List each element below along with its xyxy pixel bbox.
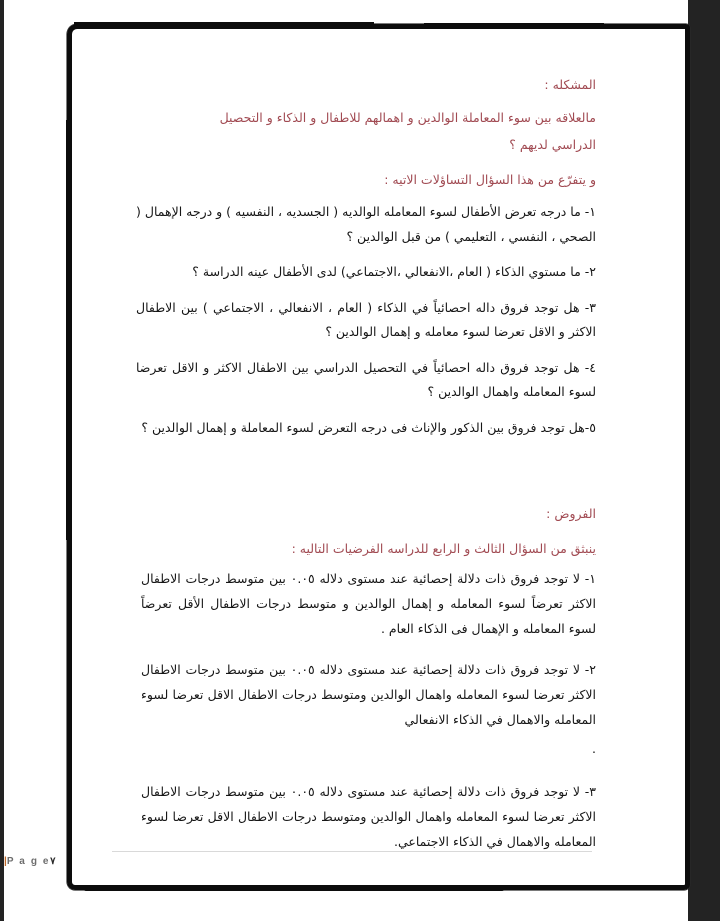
question-item-1: ١- ما درجه تعرض الأطفال لسوء المعامله الوالديه ( الجسديه ، النفسيه ) و درجه الإهمال ( الصحي ، النفسي ، التعليمي ) من قبل الوالدين ؟	[136, 204, 596, 244]
question-item-2: ٢- ما مستوي الذكاء ( العام ،الانفعالي ،الاجتماعي) لدى الأطفال عينه الدراسة ؟	[192, 264, 596, 279]
document-content	[4, 0, 688, 921]
question-item-5: ٥-هل توجد فروق بين الذكور والإناث فى درجه التعرض لسوء المعاملة و إهمال الوالدين ؟	[141, 419, 596, 435]
problem-statement-line-2: الدراسي لديهم ؟	[509, 137, 596, 152]
hypotheses-intro: ينبثق من السؤال الثالث و الرابع للدراسه الفرضيات التاليه :	[291, 541, 596, 556]
hypotheses-list	[141, 566, 596, 870]
problem-statement-line-1: مالعلاقه بين سوء المعاملة الوالدين و اهمالهم للاطفال و الذكاء و التحصيل	[219, 110, 596, 125]
hypothesis-item-1: ١- لا توجد فروق ذات دلالة إحصائية عند مستوى دلاله ٠.٠٥ بين متوسط درجات الاطفال الاكثر تعرضاً لسوء المعامله و إهمال الوالدين و متوسط درجات الاطفال الأقل تعرضاً لسوء المعامله و الإهمال فى الذكاء العام .	[141, 571, 596, 636]
footer-page-number: ٧	[50, 856, 56, 867]
document-page-sheet	[4, 0, 688, 921]
question-item-4: ٤- هل توجد فروق داله احصائياً في التحصيل الدراسي بين الاطفال الاكثر و الاقل تعرضا لسوء المعامله واهمال الوالدين ؟	[136, 359, 596, 399]
footer-bar-glyph: |	[4, 856, 7, 867]
questions-intro: و يتفرّع من هذا السؤال التساؤلات الاتيه :	[384, 172, 596, 187]
hypotheses-heading: الفروض :	[546, 506, 596, 521]
scan-edge-right	[688, 0, 720, 921]
footer-page-label: P a g e	[6, 856, 51, 867]
footer-divider	[112, 851, 592, 852]
hypothesis-item-2: ٢- لا توجد فروق ذات دلالة إحصائية عند مستوى دلاله ٠.٠٥ بين متوسط درجات الاطفال الاكثر تعرضا لسوء المعامله واهمال الوالدين ومتوسط درجات الاطفال الاقل تعرضا لسوء المعامله والاهمال في الذكاء الانفعالي	[141, 662, 596, 727]
problem-heading: المشكله :	[544, 77, 596, 92]
page-footer	[4, 856, 598, 867]
questions-list	[136, 200, 596, 451]
hypothesis-item-3: ٣- لا توجد فروق ذات دلالة إحصائية عند مستوى دلاله ٠.٠٥ بين متوسط درجات الاطفال الاكثر تعرضا لسوء المعامله واهمال الوالدين ومتوسط درجات الاطفال الاقل تعرضا لسوء المعامله والاهمال في الذكاء الاجتماعي.	[141, 784, 596, 849]
hypothesis-item-2-trailing-period: .	[592, 741, 596, 756]
question-item-3: ٣- هل توجد فروق داله احصائياً في الذكاء ( العام ، الانفعالي ، الاجتماعي ) بين الاطفال الاكثر و الاقل تعرضا لسوء معامله و إهمال الوالدين ؟	[136, 299, 596, 339]
